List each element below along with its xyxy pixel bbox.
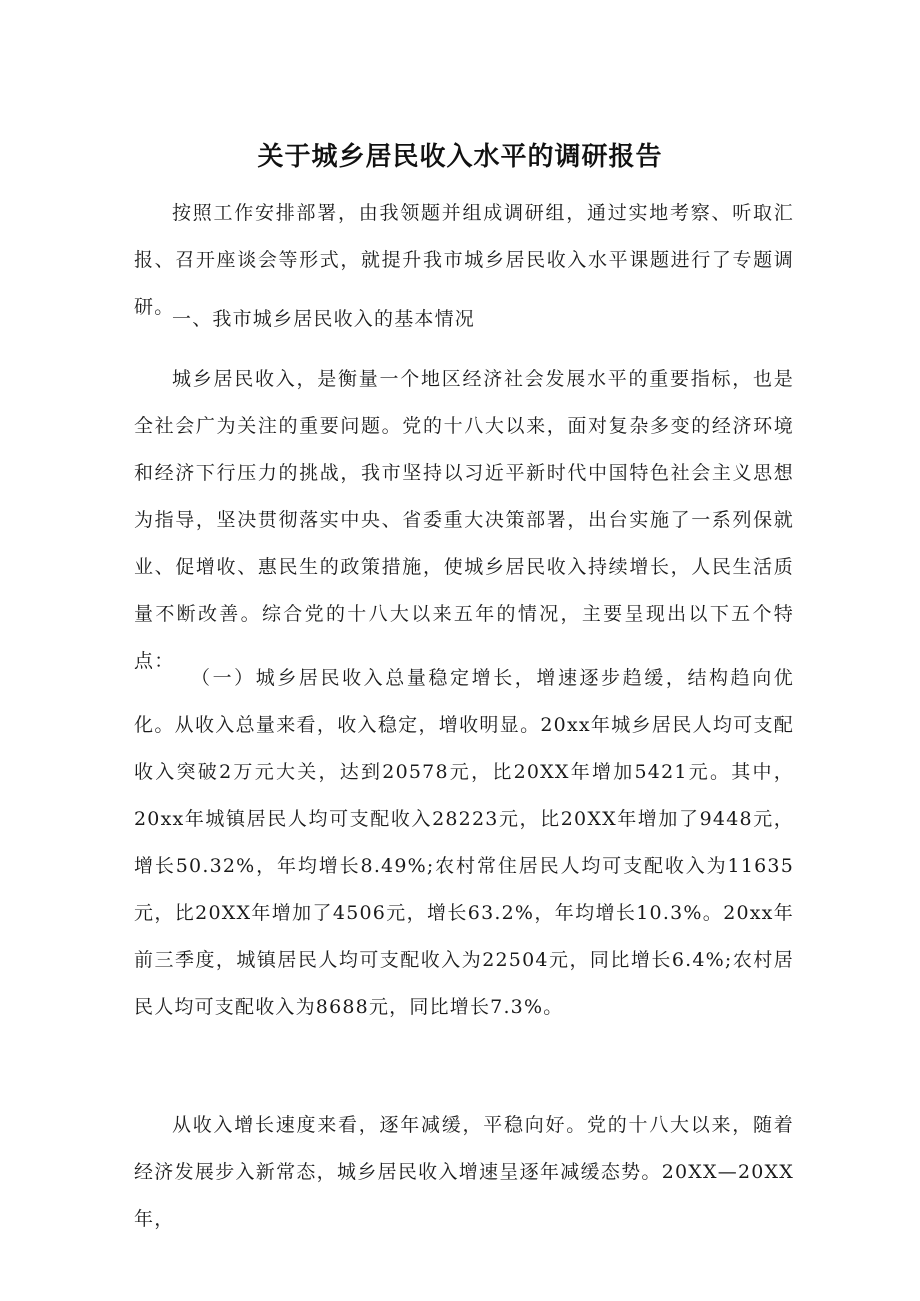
point-1-paragraph: （一）城乡居民收入总量稳定增长，增速逐步趋缓，结构趋向优化。从收入总量来看，收入稳定，增收明显。20xx年城乡居民人均可支配收入突破2万元大关，达到20578元，比20XX年增加5421元。其中，20xx年城镇居民人均可支配收入28223元，比20XX年增加了9448元，增长50.32%，年均增长8.49%;农村常住居民人均可支配收入为11635元，比20XX年增加了4506元，增长63.2%，年均增长10.3%。20xx年前三季度，城镇居民人均可支配收入为22504元，同比增长6.4%;农村居民人均可支配收入为8688元，同比增长7.3%。 [134,667,794,1018]
section-1-body-paragraph: 城乡居民收入，是衡量一个地区经济社会发展水平的重要指标，也是全社会广为关注的重要问题。党的十八大以来，面对复杂多变的经济环境和经济下行压力的挑战，我市坚持以习近平新时代中国特色社会主义思想为指导，坚决贯彻落实中央、省委重大决策部署，出台实施了一系列保就业、促增收、惠民生的政策措施，使城乡居民收入持续增长，人民生活质量不断改善。综合党的十八大以来五年的情况，主要呈现出以下五个特点： [134,368,794,672]
section-1-heading: 一、我市城乡居民收入的基本情况 [172,308,476,330]
income-growth-paragraph: 从收入增长速度来看，逐年减缓，平稳向好。党的十八大以来，随着经济发展步入新常态，城乡居民收入增速呈逐年减缓态势。20XX—20XX年， [134,1114,794,1230]
intro-paragraph: 按照工作安排部署，由我领题并组成调研组，通过实地考察、听取汇报、召开座谈会等形式，就提升我市城乡居民收入水平课题进行了专题调研。 [134,202,794,318]
document-title: 关于城乡居民收入水平的调研报告 [257,142,663,172]
